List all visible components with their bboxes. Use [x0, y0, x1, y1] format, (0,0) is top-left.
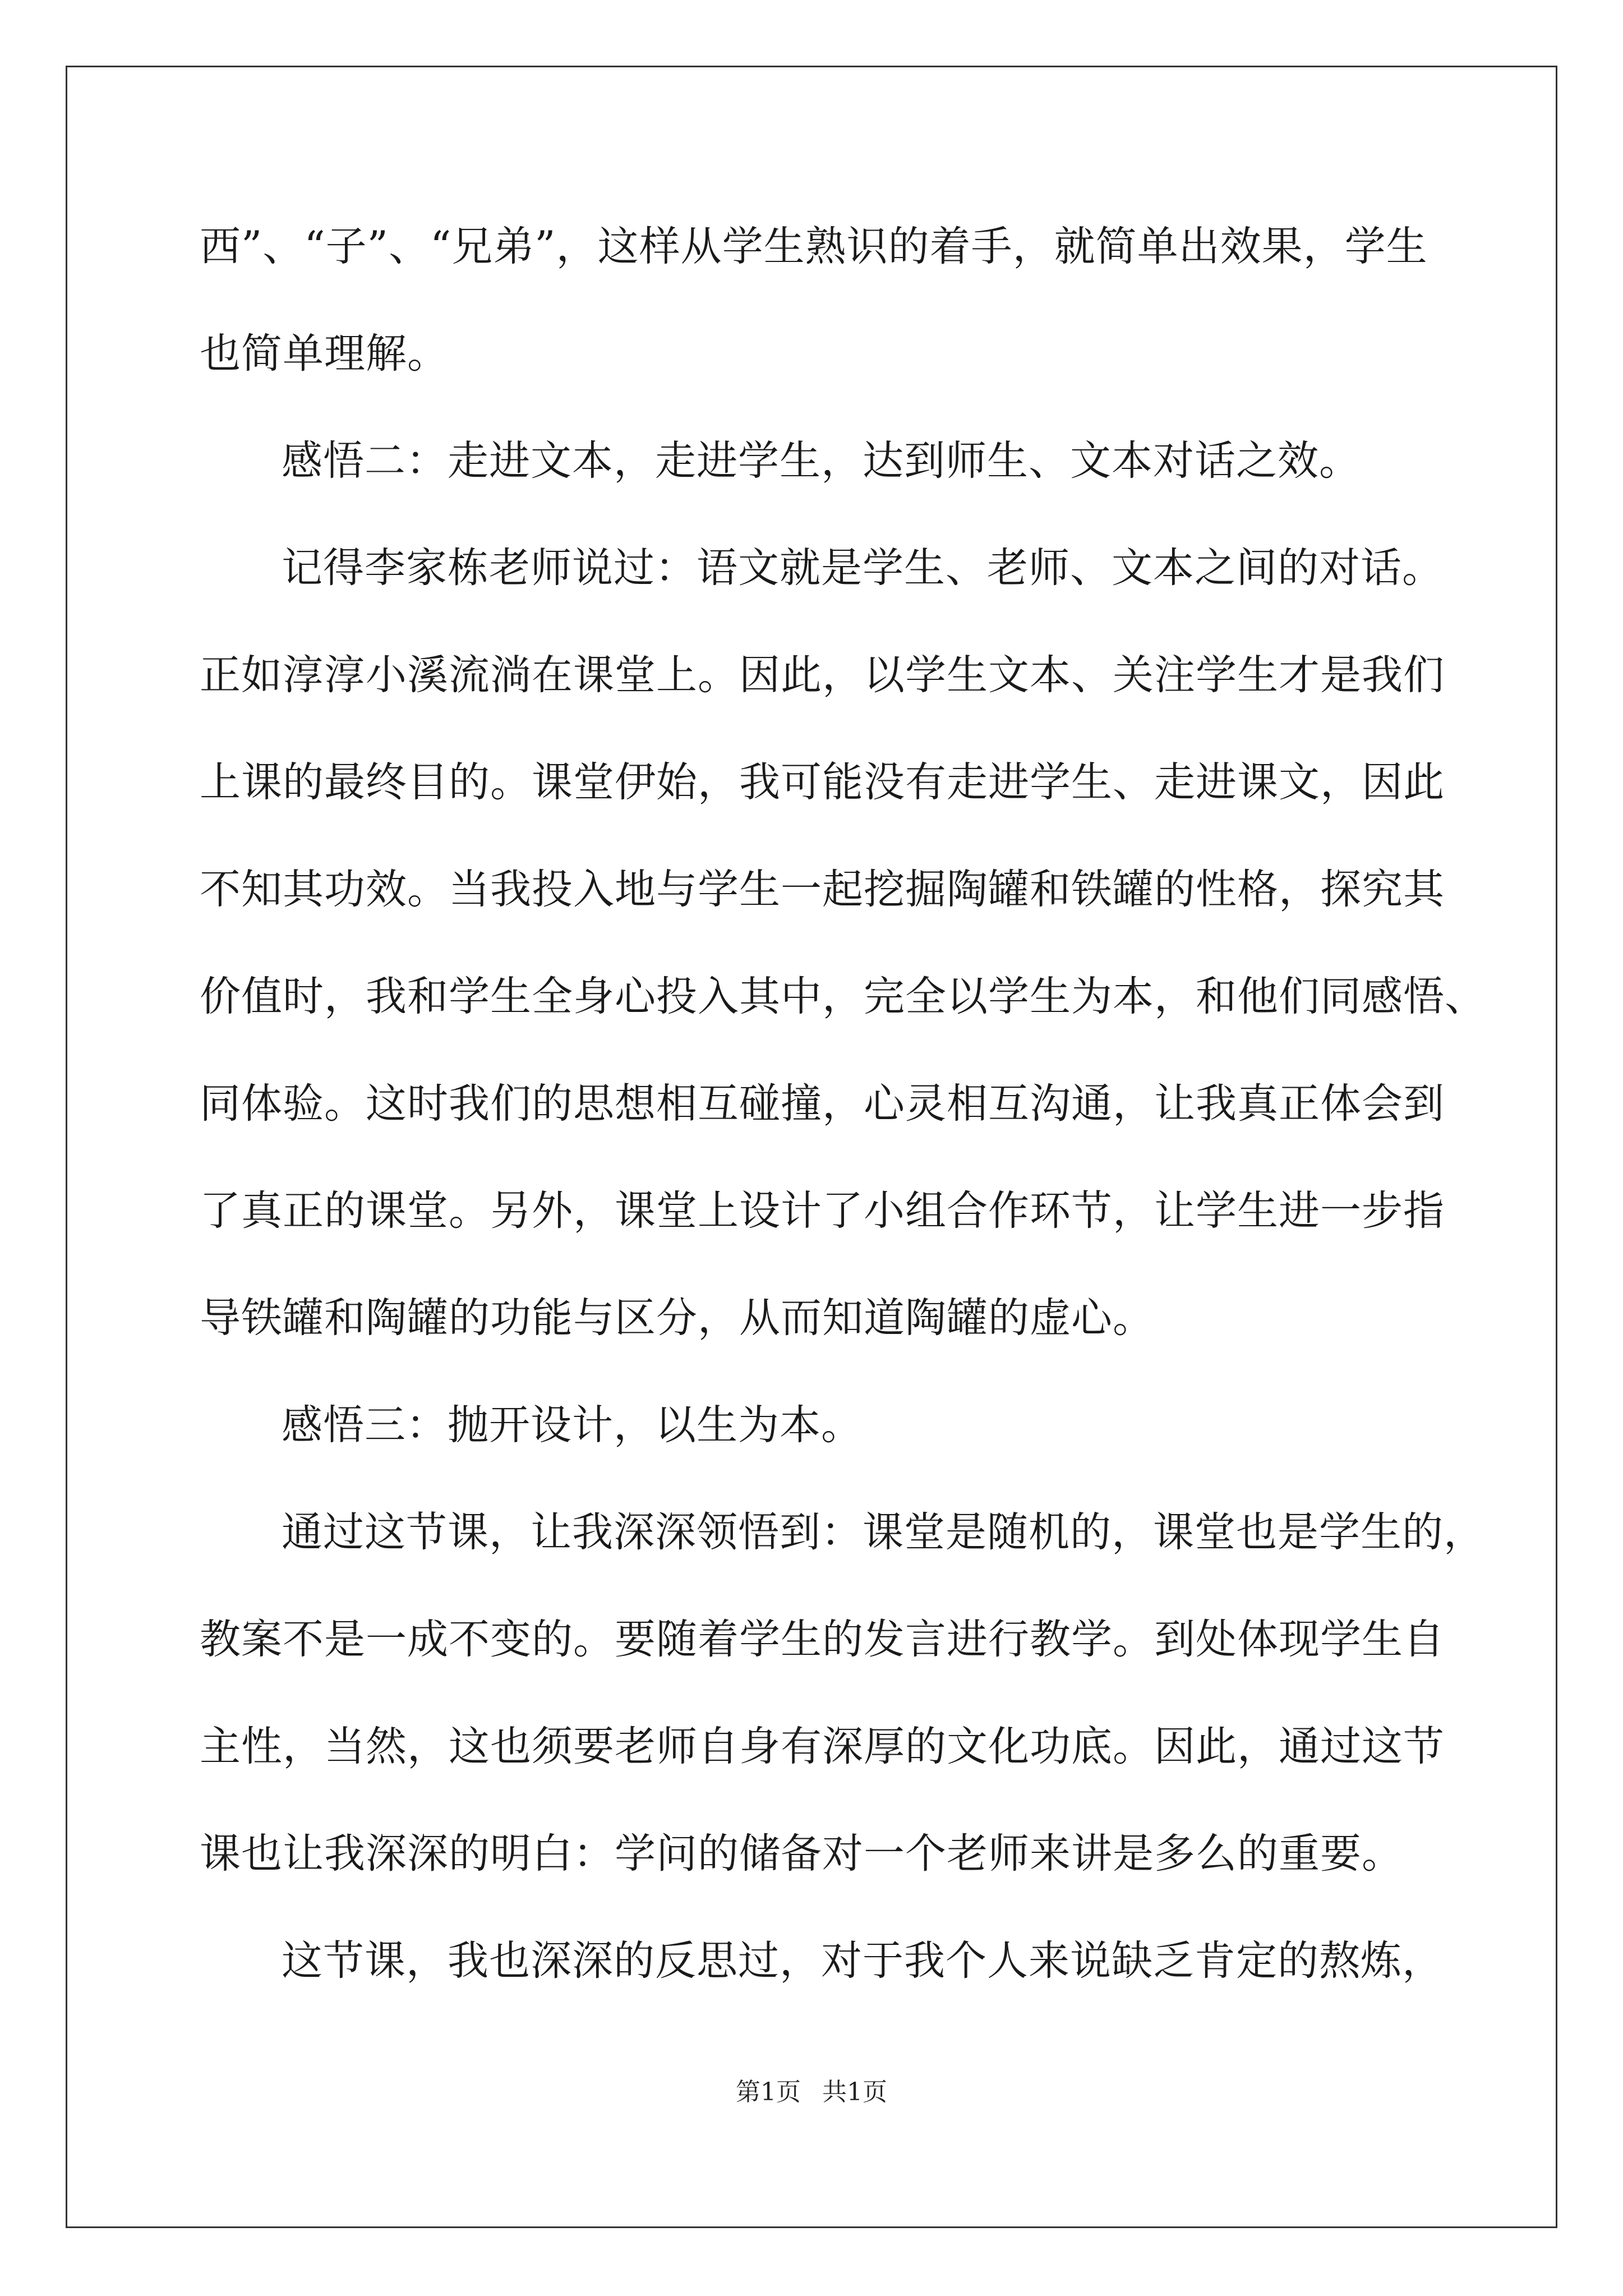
page-number-total: 共1页 [822, 2078, 887, 2106]
text-line: 同体验。这时我们的思想相互碰撞，心灵相互沟通，让我真正体会到 [200, 1080, 1445, 1128]
text-line: 主性，当然，这也须要老师自身有深厚的文化功底。因此，通过这节 [200, 1723, 1445, 1770]
paragraph-start: 通过这节课，让我深深领悟到：课堂是随机的，课堂也是学生的， [282, 1508, 1485, 1556]
text-line: 价值时，我和学生全身心投入其中，完全以学生为本，和他们同感悟、 [200, 973, 1486, 1020]
text-line: 不知其功效。当我投入地与学生一起挖掘陶罐和铁罐的性格，探究其 [200, 866, 1445, 913]
text-line: 正如淳淳小溪流淌在课堂上。因此，以学生文本、关注学生才是我们 [200, 651, 1445, 699]
section-heading: 感悟二：走进文本，走进学生，达到师生、文本对话之效。 [282, 437, 1361, 485]
document-body [200, 220, 1484, 2041]
text-line: 导铁罐和陶罐的功能与区分，从而知道陶罐的虚心。 [200, 1294, 1154, 1342]
paragraph-start: 这节课，我也深深的反思过，对于我个人来说缺乏肯定的熬炼， [282, 1937, 1444, 1985]
text-line: 教案不是一成不变的。要随着学生的发言进行教学。到处体现学生自 [200, 1616, 1445, 1663]
page-footer [0, 2076, 1623, 2109]
text-line: 课也让我深深的明白：学问的储备对一个老师来讲是多么的重要。 [200, 1830, 1403, 1878]
paragraph-start: 记得李家栋老师说过：语文就是学生、老师、文本之间的对话。 [282, 544, 1444, 592]
text-line: 了真正的课堂。另外，课堂上设计了小组合作环节，让学生进一步指 [200, 1187, 1445, 1235]
text-line: 也简单理解。 [200, 330, 449, 378]
page-number-current: 第1页 [736, 2078, 801, 2106]
section-heading: 感悟三：抛开设计，以生为本。 [282, 1401, 863, 1449]
text-line: 西”、“子”、“兄弟”，这样从学生熟识的着手，就简单出效果，学生 [200, 223, 1428, 270]
text-line: 上课的最终目的。课堂伊始，我可能没有走进学生、走进课文，因此 [200, 758, 1445, 806]
